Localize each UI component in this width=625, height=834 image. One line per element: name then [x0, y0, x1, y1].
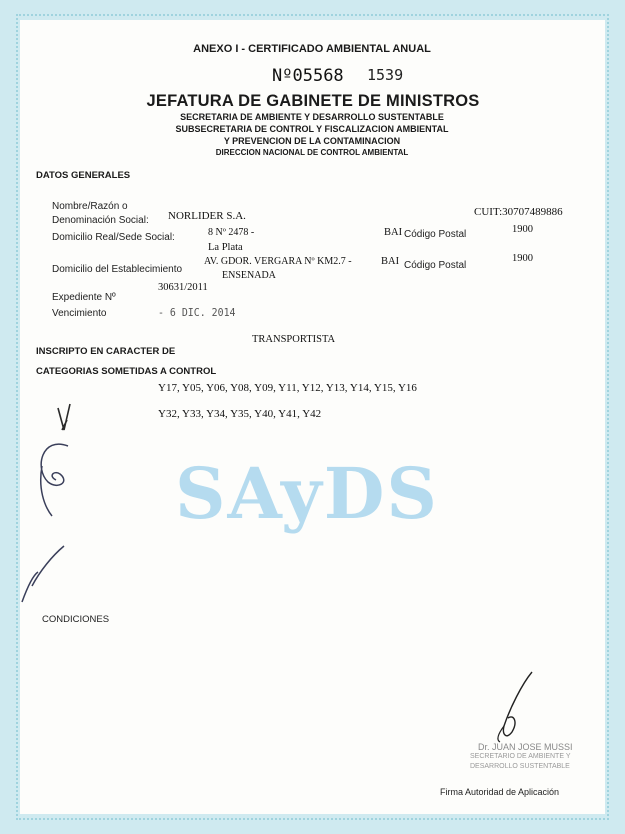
sayds-watermark: SAyDS [175, 452, 439, 535]
inscripto-label: INSCRIPTO EN CARACTER DE [36, 346, 176, 357]
bai-1: BAI [384, 227, 403, 238]
section-datos-generales: DATOS GENERALES [36, 170, 131, 181]
vencimiento-stamp: - 6 DIC. 2014 [158, 306, 236, 319]
categorias-line-1: Y17, Y05, Y06, Y08, Y09, Y11, Y12, Y13, Y14, Y15, Y16 [158, 382, 417, 394]
stamp-line-2: SECRETARIO DE AMBIENTE Y [470, 753, 571, 760]
org-main-title: JEFATURA DE GABINETE DE MINISTROS [146, 92, 480, 110]
org-line-1: SECRETARIA DE AMBIENTE Y DESARROLLO SUSTENTABLE [180, 112, 444, 122]
inscripto-value: TRANSPORTISTA [252, 334, 336, 345]
establecimiento-value-1: AV. GDOR. VERGARA Nº KM2.7 - [204, 256, 352, 267]
cp-value-1: 1900 [512, 224, 533, 235]
cert-extra-number: 1539 [367, 66, 404, 84]
firma-label: Firma Autoridad de Aplicación [440, 787, 560, 797]
cp-value-2: 1900 [512, 253, 533, 264]
nombre-label-1: Nombre/Razón o [52, 201, 128, 212]
nombre-label-2: Denominación Social: [52, 215, 149, 226]
certificate-number [272, 66, 344, 86]
establecimiento-label: Domicilio del Establecimiento [52, 264, 183, 275]
org-line-2: SUBSECRETARIA DE CONTROL Y FISCALIZACION AMBIENTAL [175, 124, 449, 134]
org-line-3: Y PREVENCION DE LA CONTAMINACION [223, 136, 401, 146]
domicilio-value-1: 8 Nº 2478 - [208, 227, 255, 238]
expediente-label: Expediente Nº [52, 292, 116, 303]
annex-title: ANEXO I - CERTIFICADO AMBIENTAL ANUAL [193, 43, 431, 55]
categorias-label: CATEGORIAS SOMETIDAS A CONTROL [36, 366, 217, 377]
expediente-value: 30631/2011 [158, 282, 208, 293]
stamp-name: Dr. JUAN JOSE MUSSI [478, 742, 573, 752]
vencimiento-label: Vencimiento [52, 308, 107, 319]
cp-label-1: Código Postal [404, 229, 467, 240]
bai-2: BAI [381, 256, 400, 267]
cuit-value: CUIT:30707489886 [474, 206, 563, 218]
categorias-line-2: Y32, Y33, Y34, Y35, Y40, Y41, Y42 [158, 408, 322, 420]
cert-number: 05568 [292, 66, 344, 86]
stamp-line-3: DESARROLLO SUSTENTABLE [470, 763, 570, 770]
cp-label-2: Código Postal [404, 260, 467, 271]
domicilio-label: Domicilio Real/Sede Social: [52, 232, 175, 243]
org-line-4: DIRECCION NACIONAL DE CONTROL AMBIENTAL [215, 148, 409, 157]
signature-scribble [488, 668, 548, 748]
establecimiento-value-2: ENSENADA [222, 270, 276, 281]
nombre-value: NORLIDER S.A. [168, 210, 246, 222]
cert-prefix: Nº [272, 66, 293, 86]
domicilio-value-2: La Plata [208, 242, 243, 253]
condiciones-label: CONDICIONES [42, 614, 110, 625]
margin-handwritten-marks [12, 396, 72, 606]
